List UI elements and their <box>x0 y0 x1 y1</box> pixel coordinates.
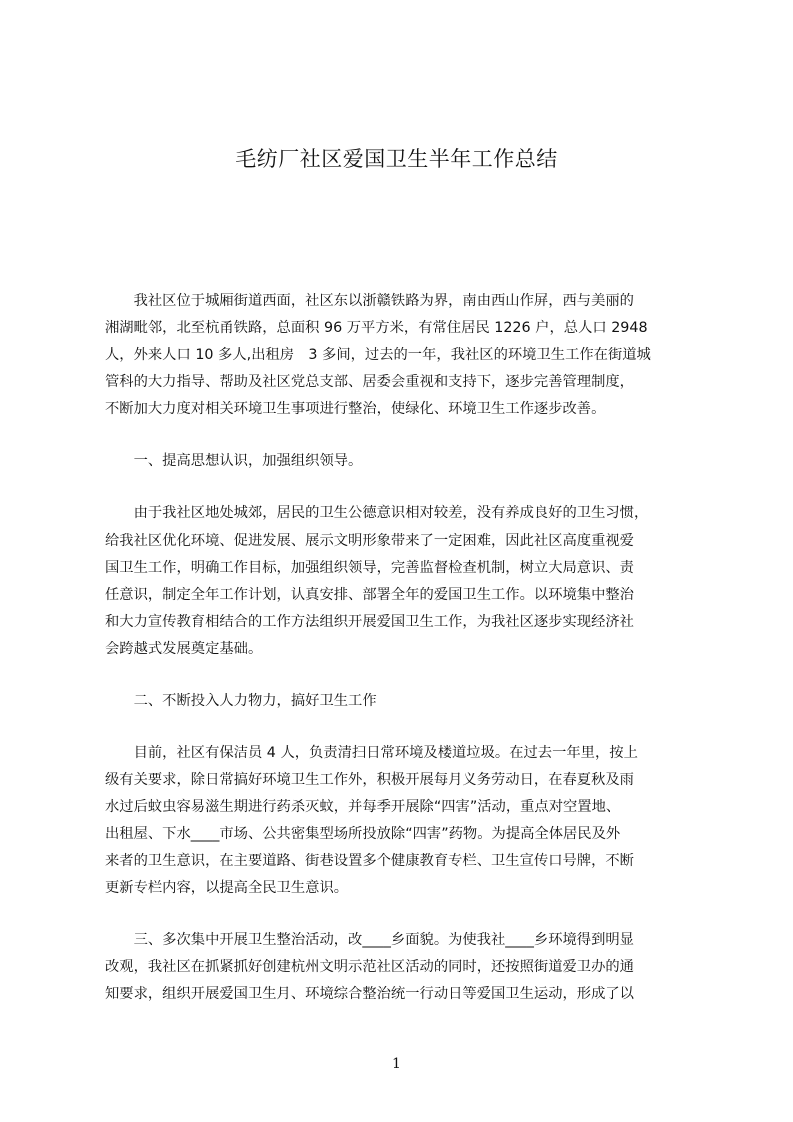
paragraph-line: 管科的大力指导、帮助及社区党总支部、居委会重视和支持下，逐步完善管理制度， <box>105 374 634 390</box>
section-heading: 二、不断投入人力物力，搞好卫生工作 <box>105 693 377 709</box>
paragraph-line: 改观，我社区在抓紧抓好创建杭州文明示范社区活动的同时，还按照街道爱卫办的通 <box>105 959 634 975</box>
page-number: 1 <box>392 1056 401 1072</box>
paragraph-line: 人，外来人口 10 多人,出租房 3 多间，过去的一年，我社区的环境卫生工作在街道城 <box>105 347 651 363</box>
paragraph-line: 来者的卫生意识，在主要道路、街巷设置多个健康教育专栏、卫生宣传口号牌，不断 <box>105 853 634 869</box>
paragraph-line: 更新专栏内容，以提高全民卫生意识。 <box>105 880 349 896</box>
paragraph-line: 给我社区优化环境、促进发展、展示文明形象带来了一定困难，因此社区高度重视爱 <box>105 533 634 549</box>
section-heading: 一、提高思想认识，加强组织领导。 <box>105 453 363 469</box>
paragraph-line: 会跨越式发展奠定基础。 <box>105 641 263 657</box>
paragraph-line: 三、多次集中开展卫生整治活动，改____乡面貌。为使我社____乡环境得到明显 <box>105 932 634 948</box>
paragraph-line: 目前，社区有保洁员 4 人，负责清扫日常环境及楼道垃圾。在过去一年里，按上 <box>105 745 638 761</box>
paragraph-line: 湘湖毗邻，北至杭甬铁路，总面积 96 万平方米，有常住居民 1226 户，总人口 2948 <box>105 320 648 336</box>
paragraph-line: 国卫生工作，明确工作目标，加强组织领导，完善监督检查机制，树立大局意识、责 <box>105 560 634 576</box>
paragraph-line: 水过后蚊虫容易滋生期进行药杀灭蚊，并每季开展除“四害”活动，重点对空置地、 <box>105 799 621 815</box>
paragraph-line: 和大力宣传教育相结合的工作方法组织开展爱国卫生工作，为我社区逐步实现经济社 <box>105 614 634 630</box>
paragraph-line: 出租屋、下水____市场、公共密集型场所投放除“四害”药物。为提高全体居民及外 <box>105 826 621 842</box>
paragraph-line: 知要求，组织开展爱国卫生月、环境综合整治统一行动日等爱国卫生运动，形成了以 <box>105 986 634 1002</box>
paragraph-line: 级有关要求，除日常搞好环境卫生工作外，积极开展每月义务劳动日，在春夏秋及雨 <box>105 772 634 788</box>
paragraph-line: 任意识，制定全年工作计划，认真安排、部署全年的爱国卫生工作。以环境集中整治 <box>105 587 634 603</box>
document-title: 毛纺厂社区爱国卫生半年工作总结 <box>235 147 558 171</box>
paragraph-line: 不断加大力度对相关环境卫生事项进行整治，使绿化、环境卫生工作逐步改善。 <box>105 401 606 417</box>
paragraph-line: 我社区位于城厢街道西面，社区东以浙赣铁路为界，南由西山作屏，西与美丽的 <box>105 293 634 309</box>
paragraph-line: 由于我社区地处城郊，居民的卫生公德意识相对较差，没有养成良好的卫生习惯， <box>105 505 649 521</box>
